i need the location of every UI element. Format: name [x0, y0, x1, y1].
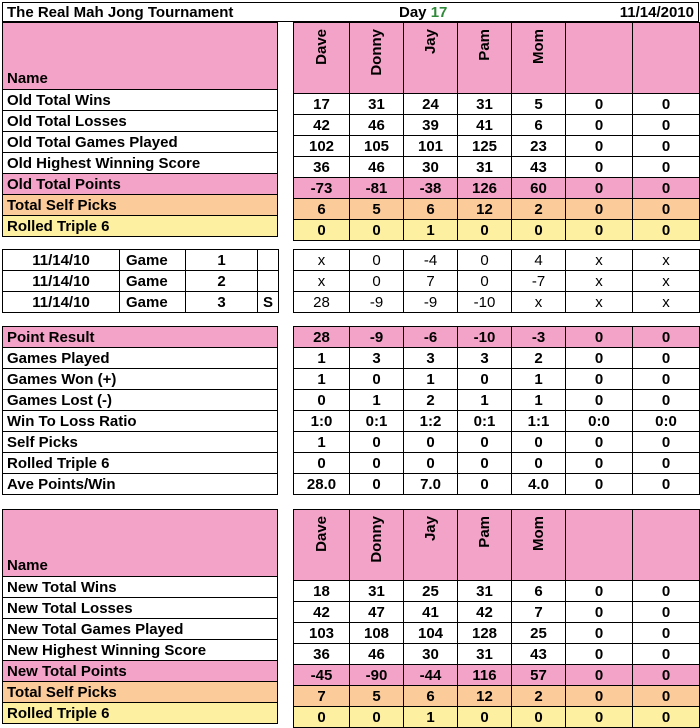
- value-cell: 1:1: [512, 411, 566, 432]
- value-cell: 0: [294, 220, 350, 241]
- value-cell: 0: [566, 157, 633, 178]
- value-cell: 57: [512, 665, 566, 686]
- table-row: [294, 271, 700, 292]
- row-label: Point Result: [3, 327, 278, 348]
- row-label: Old Total Points: [3, 174, 278, 195]
- table-row: [294, 94, 700, 115]
- game-score-cell: x: [633, 292, 700, 313]
- player-header: [404, 23, 458, 94]
- value-cell: 0: [512, 432, 566, 453]
- value-cell: 108: [350, 623, 404, 644]
- value-cell: 0: [633, 199, 700, 220]
- value-cell: 0: [633, 157, 700, 178]
- row-label: Rolled Triple 6: [3, 453, 278, 474]
- table-row: [294, 474, 700, 495]
- player-name: Donny: [368, 29, 385, 76]
- value-cell: 18: [294, 581, 350, 602]
- player-header: [512, 23, 566, 94]
- value-cell: 23: [512, 136, 566, 157]
- table-row: [294, 178, 700, 199]
- value-cell: 47: [350, 602, 404, 623]
- self-pick-flag: S: [258, 292, 279, 313]
- value-cell: 1:2: [404, 411, 458, 432]
- value-cell: 0: [566, 136, 633, 157]
- value-cell: 0: [633, 348, 700, 369]
- row-label: Ave Points/Win: [3, 474, 278, 495]
- value-cell: -6: [404, 327, 458, 348]
- value-cell: 0:1: [458, 411, 512, 432]
- table-row: [294, 220, 700, 241]
- value-cell: -10: [458, 327, 512, 348]
- value-cell: 5: [512, 94, 566, 115]
- value-cell: 0: [566, 178, 633, 199]
- value-cell: 6: [512, 581, 566, 602]
- table-row: [294, 707, 700, 728]
- name-header: Name: [3, 510, 278, 577]
- value-cell: 0: [404, 432, 458, 453]
- row-label: Total Self Picks: [3, 682, 278, 703]
- value-cell: -73: [294, 178, 350, 199]
- value-cell: 46: [350, 157, 404, 178]
- value-cell: 0: [633, 390, 700, 411]
- value-cell: 0: [633, 178, 700, 199]
- player-name: Mom: [530, 516, 547, 551]
- player-name: Pam: [476, 29, 493, 61]
- value-cell: 0: [566, 707, 633, 728]
- value-cell: 0: [566, 453, 633, 474]
- table-row: [294, 369, 700, 390]
- value-cell: 31: [458, 581, 512, 602]
- player-name: Jay: [422, 29, 439, 55]
- value-cell: 6: [512, 115, 566, 136]
- value-cell: 2: [404, 390, 458, 411]
- value-cell: 0: [294, 453, 350, 474]
- value-cell: 7: [294, 686, 350, 707]
- row-label: New Highest Winning Score: [3, 640, 278, 661]
- old-values-table: [293, 22, 700, 241]
- row-label: New Total Points: [3, 661, 278, 682]
- player-name: Jay: [422, 516, 439, 542]
- game-score-cell: 0: [458, 271, 512, 292]
- value-cell: 42: [294, 602, 350, 623]
- game-score-cell: x: [294, 250, 350, 271]
- value-cell: 0: [633, 136, 700, 157]
- row-label: Games Won (+): [3, 369, 278, 390]
- value-cell: 31: [458, 644, 512, 665]
- value-cell: 0: [633, 602, 700, 623]
- value-cell: 2: [512, 686, 566, 707]
- value-cell: 3: [404, 348, 458, 369]
- value-cell: 0: [566, 390, 633, 411]
- old-labels-table: [2, 22, 278, 237]
- game-score-cell: -9: [404, 292, 458, 313]
- table-row: [294, 665, 700, 686]
- value-cell: 0: [633, 581, 700, 602]
- value-cell: -9: [350, 327, 404, 348]
- value-cell: 0: [566, 623, 633, 644]
- value-cell: 0: [458, 707, 512, 728]
- row-label: Games Played: [3, 348, 278, 369]
- value-cell: 3: [458, 348, 512, 369]
- game-score-cell: x: [512, 292, 566, 313]
- player-header: [566, 23, 633, 94]
- value-cell: 102: [294, 136, 350, 157]
- row-label: Self Picks: [3, 432, 278, 453]
- value-cell: 0: [566, 602, 633, 623]
- row-label: Win To Loss Ratio: [3, 411, 278, 432]
- row-label: Old Total Games Played: [3, 132, 278, 153]
- value-cell: 0: [566, 665, 633, 686]
- value-cell: 31: [350, 94, 404, 115]
- value-cell: 1: [294, 348, 350, 369]
- game-date: 11/14/10: [3, 292, 120, 313]
- value-cell: 1: [458, 390, 512, 411]
- player-header: [458, 510, 512, 581]
- table-row: [294, 432, 700, 453]
- value-cell: 2: [512, 348, 566, 369]
- value-cell: 5: [350, 686, 404, 707]
- value-cell: -44: [404, 665, 458, 686]
- value-cell: 0: [294, 707, 350, 728]
- value-cell: 36: [294, 157, 350, 178]
- value-cell: 43: [512, 644, 566, 665]
- game-score-cell: 4: [512, 250, 566, 271]
- value-cell: 0: [566, 220, 633, 241]
- value-cell: 0: [350, 369, 404, 390]
- game-score-cell: 0: [350, 250, 404, 271]
- games-values-table: [293, 249, 700, 313]
- value-cell: 0: [633, 327, 700, 348]
- game-score-cell: -9: [350, 292, 404, 313]
- day-value: 17: [430, 4, 448, 21]
- value-cell: -90: [350, 665, 404, 686]
- value-cell: 43: [512, 157, 566, 178]
- value-cell: -38: [404, 178, 458, 199]
- game-score-cell: -4: [404, 250, 458, 271]
- game-number: 1: [186, 250, 258, 271]
- table-row: [294, 390, 700, 411]
- player-name: Dave: [313, 29, 330, 65]
- value-cell: 0: [350, 432, 404, 453]
- table-row: [294, 602, 700, 623]
- value-cell: 39: [404, 115, 458, 136]
- game-score-cell: x: [566, 271, 633, 292]
- table-row: [294, 327, 700, 348]
- value-cell: 0: [566, 115, 633, 136]
- value-cell: 0: [350, 707, 404, 728]
- player-header: [566, 510, 633, 581]
- value-cell: 1: [512, 369, 566, 390]
- player-header: [350, 23, 404, 94]
- table-row: [294, 136, 700, 157]
- value-cell: 0: [633, 474, 700, 495]
- player-name: Pam: [476, 516, 493, 548]
- player-header: [294, 510, 350, 581]
- game-score-cell: 28: [294, 292, 350, 313]
- value-cell: 0:1: [350, 411, 404, 432]
- table-row: [294, 115, 700, 136]
- value-cell: 36: [294, 644, 350, 665]
- value-cell: 1: [404, 369, 458, 390]
- game-score-cell: x: [633, 250, 700, 271]
- self-pick-flag: [258, 271, 279, 292]
- value-cell: 0: [633, 94, 700, 115]
- row-label: Games Lost (-): [3, 390, 278, 411]
- value-cell: 46: [350, 644, 404, 665]
- value-cell: 1: [404, 220, 458, 241]
- value-cell: 1:0: [294, 411, 350, 432]
- value-cell: 0: [633, 453, 700, 474]
- value-cell: 0:0: [566, 411, 633, 432]
- value-cell: 5: [350, 199, 404, 220]
- value-cell: 12: [458, 199, 512, 220]
- game-word: Game: [120, 250, 186, 271]
- table-row: [294, 199, 700, 220]
- value-cell: 103: [294, 623, 350, 644]
- game-score-cell: x: [566, 250, 633, 271]
- value-cell: 1: [294, 369, 350, 390]
- value-cell: 1: [350, 390, 404, 411]
- game-date: 11/14/10: [3, 250, 120, 271]
- value-cell: 0: [458, 474, 512, 495]
- player-header: [458, 23, 512, 94]
- value-cell: 28.0: [294, 474, 350, 495]
- game-score-cell: 7: [404, 271, 458, 292]
- value-cell: 0: [633, 432, 700, 453]
- game-word: Game: [120, 271, 186, 292]
- player-header: [633, 510, 700, 581]
- game-score-cell: -10: [458, 292, 512, 313]
- value-cell: 0:0: [633, 411, 700, 432]
- value-cell: 0: [566, 199, 633, 220]
- results-values-table: [293, 326, 700, 495]
- value-cell: 0: [633, 115, 700, 136]
- value-cell: -81: [350, 178, 404, 199]
- row-label: Old Highest Winning Score: [3, 153, 278, 174]
- value-cell: 4.0: [512, 474, 566, 495]
- game-number: 3: [186, 292, 258, 313]
- games-labels-table: [2, 249, 279, 313]
- value-cell: 7.0: [404, 474, 458, 495]
- value-cell: 3: [350, 348, 404, 369]
- value-cell: -3: [512, 327, 566, 348]
- row-label: Old Total Wins: [3, 90, 278, 111]
- value-cell: 17: [294, 94, 350, 115]
- value-cell: 42: [294, 115, 350, 136]
- value-cell: 0: [633, 686, 700, 707]
- value-cell: 0: [512, 220, 566, 241]
- value-cell: 41: [458, 115, 512, 136]
- table-row: [294, 453, 700, 474]
- row-label: New Total Games Played: [3, 619, 278, 640]
- value-cell: 128: [458, 623, 512, 644]
- value-cell: 25: [512, 623, 566, 644]
- value-cell: 101: [404, 136, 458, 157]
- table-row: [294, 157, 700, 178]
- player-name: Donny: [368, 516, 385, 563]
- value-cell: 0: [512, 707, 566, 728]
- value-cell: 0: [512, 453, 566, 474]
- game-date: 11/14/10: [3, 271, 120, 292]
- table-row: [294, 292, 700, 313]
- value-cell: 0: [350, 453, 404, 474]
- value-cell: 7: [512, 602, 566, 623]
- value-cell: 6: [404, 199, 458, 220]
- value-cell: 0: [350, 220, 404, 241]
- player-header: [512, 510, 566, 581]
- player-header: [350, 510, 404, 581]
- table-row: [294, 411, 700, 432]
- value-cell: 0: [566, 327, 633, 348]
- value-cell: 105: [350, 136, 404, 157]
- player-name: Mom: [530, 29, 547, 64]
- row-label: Total Self Picks: [3, 195, 278, 216]
- value-cell: 0: [566, 94, 633, 115]
- value-cell: 31: [458, 94, 512, 115]
- value-cell: 0: [458, 220, 512, 241]
- value-cell: 0: [350, 474, 404, 495]
- row-label: Rolled Triple 6: [3, 703, 278, 724]
- value-cell: 1: [404, 707, 458, 728]
- value-cell: 6: [404, 686, 458, 707]
- value-cell: 0: [458, 369, 512, 390]
- player-header: [404, 510, 458, 581]
- value-cell: 0: [566, 369, 633, 390]
- value-cell: 104: [404, 623, 458, 644]
- value-cell: 1: [294, 432, 350, 453]
- value-cell: 25: [404, 581, 458, 602]
- value-cell: 0: [294, 390, 350, 411]
- value-cell: 0: [566, 644, 633, 665]
- day-label: Day 17: [399, 4, 448, 21]
- report-date: 11/14/2010: [619, 4, 694, 21]
- table-row: [294, 623, 700, 644]
- value-cell: 126: [458, 178, 512, 199]
- value-cell: 24: [404, 94, 458, 115]
- value-cell: 60: [512, 178, 566, 199]
- new-values-table: [293, 509, 700, 728]
- value-cell: 0: [566, 474, 633, 495]
- value-cell: 0: [458, 453, 512, 474]
- value-cell: 31: [458, 157, 512, 178]
- value-cell: 0: [566, 581, 633, 602]
- value-cell: 0: [566, 686, 633, 707]
- value-cell: 0: [566, 348, 633, 369]
- tournament-title: The Real Mah Jong Tournament: [7, 4, 234, 21]
- table-row: [294, 644, 700, 665]
- game-score-cell: -7: [512, 271, 566, 292]
- value-cell: 31: [350, 581, 404, 602]
- value-cell: 0: [633, 665, 700, 686]
- value-cell: 0: [566, 432, 633, 453]
- table-row: [294, 250, 700, 271]
- game-score-cell: x: [294, 271, 350, 292]
- value-cell: 0: [633, 644, 700, 665]
- self-pick-flag: [258, 250, 279, 271]
- value-cell: 2: [512, 199, 566, 220]
- table-row: [294, 581, 700, 602]
- value-cell: 0: [458, 432, 512, 453]
- game-score-cell: 0: [350, 271, 404, 292]
- row-label: Rolled Triple 6: [3, 216, 278, 237]
- value-cell: 6: [294, 199, 350, 220]
- value-cell: 0: [404, 453, 458, 474]
- row-label: New Total Losses: [3, 598, 278, 619]
- value-cell: 0: [633, 623, 700, 644]
- value-cell: 28: [294, 327, 350, 348]
- value-cell: 30: [404, 644, 458, 665]
- value-cell: 116: [458, 665, 512, 686]
- game-score-cell: 0: [458, 250, 512, 271]
- value-cell: 0: [633, 220, 700, 241]
- value-cell: 0: [633, 707, 700, 728]
- value-cell: 42: [458, 602, 512, 623]
- player-header: [294, 23, 350, 94]
- row-label: New Total Wins: [3, 577, 278, 598]
- value-cell: -45: [294, 665, 350, 686]
- title-bar: [2, 2, 699, 22]
- value-cell: 46: [350, 115, 404, 136]
- value-cell: 12: [458, 686, 512, 707]
- table-row: [294, 348, 700, 369]
- value-cell: 41: [404, 602, 458, 623]
- player-name: Dave: [313, 516, 330, 552]
- results-labels-table: [2, 326, 278, 495]
- new-labels-table: [2, 509, 278, 724]
- table-row: [294, 686, 700, 707]
- value-cell: 30: [404, 157, 458, 178]
- game-number: 2: [186, 271, 258, 292]
- player-header: [633, 23, 700, 94]
- game-score-cell: x: [633, 271, 700, 292]
- value-cell: 0: [633, 369, 700, 390]
- name-header: Name: [3, 23, 278, 90]
- value-cell: 1: [512, 390, 566, 411]
- game-word: Game: [120, 292, 186, 313]
- game-score-cell: x: [566, 292, 633, 313]
- value-cell: 125: [458, 136, 512, 157]
- row-label: Old Total Losses: [3, 111, 278, 132]
